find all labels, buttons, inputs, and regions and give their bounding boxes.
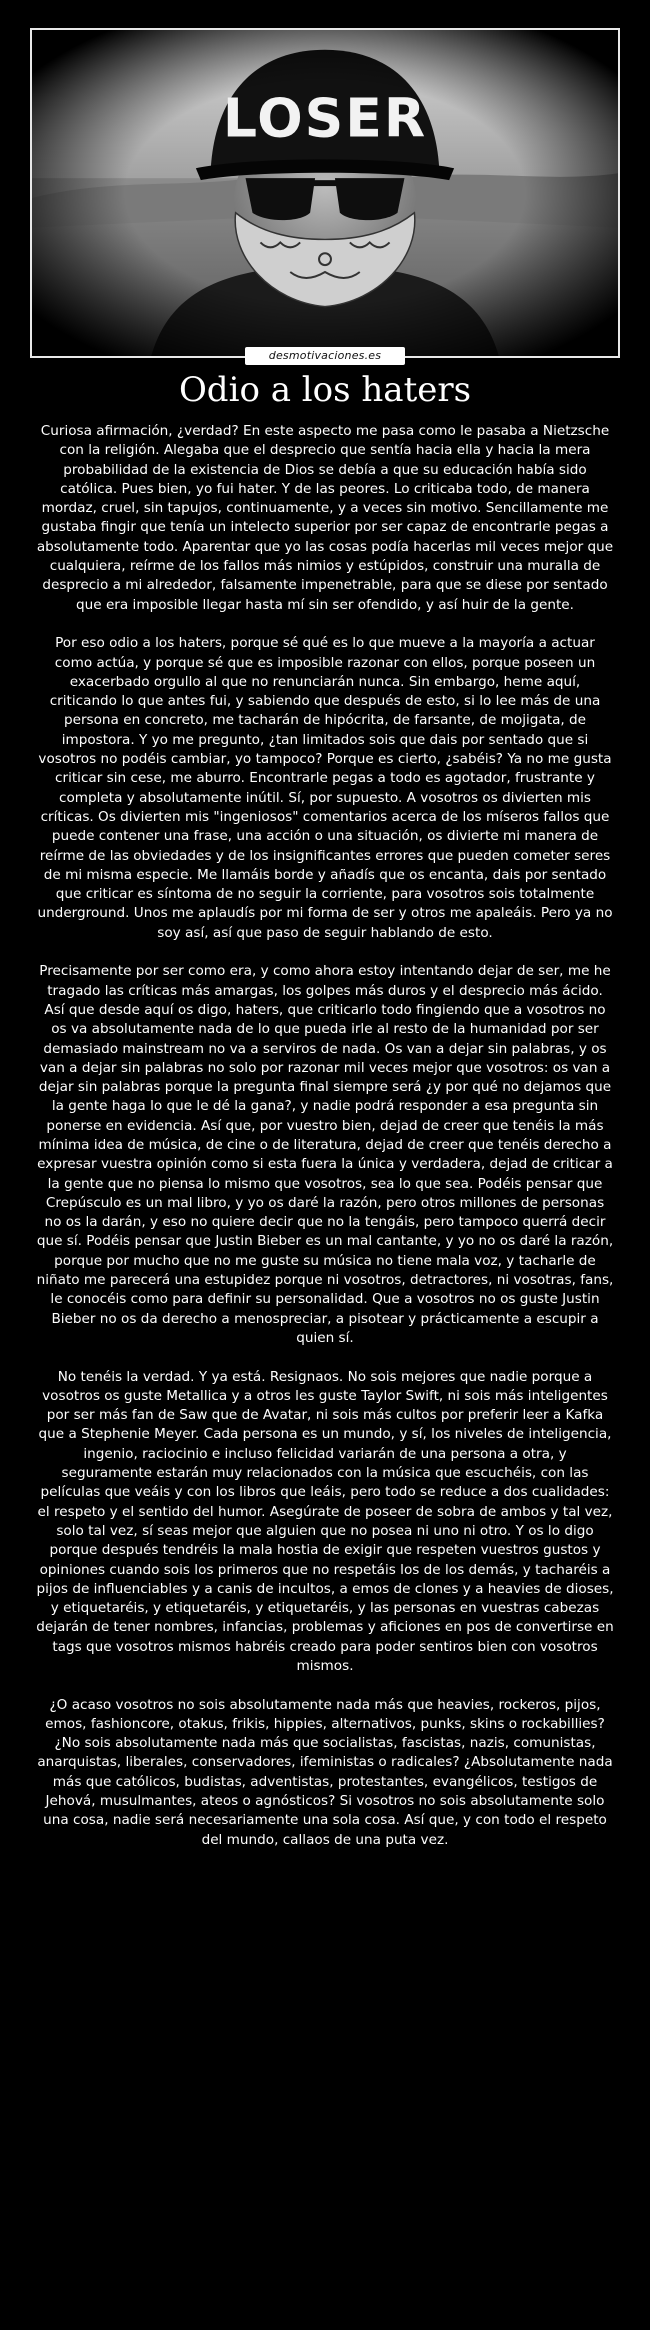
watermark-logo: desmotivaciones.es [245,347,405,365]
body-paragraph: ¿O acaso vosotros no sois absolutamente nada más que heavies, rockeros, pijos, emos, fashioncore, otakus, frikis, hippies, alternativos, punks, skins o rockabillies? ¿No sois absolutamente nada más que socialistas, fascistas, nazis, comunistas, anarquistas, liberales, conservadores, ifeministas o radicales? ¿Absolutamente nada más que católicos, budistas, adventistas, protestantes, evangélicos, testigos de Jehová, musulmantes, ateos o agnósticos? Si vosotros no sois absolutamente solo una cosa, nadie será necesariamente una sola cosa. Así que, y con todo el respeto del mundo, callaos de una puta vez. [37,1696,613,1848]
body-paragraph: Precisamente por ser como era, y como ahora estoy intentando dejar de ser, me he tragado las críticas más amargas, los golpes más duros y el desprecio más ácido. Así que desde aquí os digo, haters, que criticarlo todo fingiendo que a vosotros no os va absolutamente nada de lo que pueda irle al resto de la humanidad por ser demasiado mainstream no va a serviros de nada. Os van a dejar sin palabras, y os van a dejar sin palabras no solo por razonar mil veces mejor que vosotros: os van a dejar sin palabras porque la pregunta final siempre será ¿y por qué no dejamos que la gente haga lo que le dé la gana?, y nadie podrá responder a esa pregunta sin ponerse en evidencia. Así que, por vuestro bien, dejad de creer que tenéis la más mínima idea de música, de cine o de literatura, dejad de creer que tenéis derecho a expresar vuestra opinión como si esta fuera la única y verdadera, dejad de criticar a la gente que no piensa lo mismo que vosotros, sea lo que sea. Podéis pensar que Crepúsculo es un mal libro, y yo os daré la razón, pero otros millones de personas no os la darán, y eso no quiere decir que no la tengáis, pero tampoco querrá decir que sí. Podéis pensar que Justin Bieber es un mal cantante, y yo no os daré la razón, porque por mucho que no me guste su música no tiene mala voz, y tacharle de niñato me parecerá una estupidez porque ni vosotros, detractores, ni vosotras, fans, le conocéis como para definir su personalidad. Que a vosotros no os guste Justin Bieber no os da derecho a menospreciar, a pisotear y prácticamente a escupir a quien sí. [36,963,614,1346]
poster-title: Odio a los haters [178,370,472,410]
body-paragraph: No tenéis la verdad. Y ya está. Resignaos. No sois mejores que nadie porque a vosotros os guste Metallica y a otros les guste Taylor Swift, ni sois más inteligentes por ser más fan de Saw que de Avatar, ni sois más cultos por preferir leer a Kafka que a Stephenie Meyer. Cada persona es un mundo, y sí, los niveles de inteligencia, ingenio, raciocinio e incluso felicidad variarán de una persona a otra, y seguramente estarán muy relacionados con la música que escuchéis, con las películas que veáis y con los libros que leáis, pero todo se reduce a dos cualidades: el respeto y el sentido del humor. Asegúrate de poseer de sobra de ambos y tal vez, solo tal vez, sí seas mejor que alguien que no posea ni uno ni otro. Y os lo digo porque después tendréis la mala hostia de exigir que respeten vuestros gustos y opiniones cuando sois los primeros que no respetáis los de los demás, y tacharéis a pijos de influenciables y a canis de incultos, a emos de clones y a heavies de dioses, y etiquetaréis, y etiquetaréis, y etiquetaréis, y las personas en vuestras cabezas dejarán de tener nombres, infancias, problemas y aficiones en pos de convertirse en tags que vosotros mismos habréis creado para poder sentiros bien con vosotros mismos. [36,1368,614,1674]
body-paragraph: Curiosa afirmación, ¿verdad? En este aspecto me pasa como le pasaba a Nietzsche con la religión. Alegaba que el desprecio que sentía hacia ella y hacia la mera probabilidad de la existencia de Dios se debía a que su educación había sido católica. Pues bien, yo fui hater. Y de las peores. Lo criticaba todo, de manera mordaz, cruel, sin tapujos, continuamente, y a veces sin motivo. Sencillamente me gustaba fingir que tenía un intelecto superior por ser capaz de encontrarle pegas a absolutamente todo. Aparentar que yo las cosas podía hacerlas mil veces mejor que cualquiera, reírme de los fallos más nimios y estúpidos, construir una muralla de desprecio a mi alrededor, falsamente impenetrable, para que se diese por sentado que era imposible llegar hasta mí sin ser ofendido, y así huir de la gente. [36,423,614,613]
poster-body [36,422,614,1850]
photo-fisheye-icon [32,30,618,356]
poster-photo [30,28,620,358]
body-paragraph: Por eso odio a los haters, porque sé qué es lo que mueve a la mayoría a actuar como actúa, y porque sé que es imposible razonar con ellos, porque poseen un exacerbado orgullo al que no renunciarán nunca. Sin embargo, heme aquí, criticando lo que antes fui, y sabiendo que después de esto, si lo lee más de una persona en concreto, me tacharán de hipócrita, de farsante, de mojigata, de impostora. Y yo me pregunto, ¿tan limitados sois que dais por sentado que si vosotros no podéis cambiar, yo tampoco? Porque es cierto, ¿sabéis? Ya no me gusta criticar sin cese, me aburro. Encontrarle pegas a todo es agotador, frustrante y completa y absolutamente inútil. Sí, por supuesto. A vosotros os divierten mis críticas. Os divierten mis "ingeniosos" comentarios acerca de los míseros fallos que puede contener una frase, una acción o una situación, os divierte mi manera de reírme de las obviedades y de los insignificantes errores que pueden cometer seres de mi misma especie. Me llamáis borde y añadís que os encanta, dais por sentado que criticar es síntoma de no seguir la corriente, para vosotros sois totalmente underground. Unos me aplaudís por mi forma de ser y otros me apaleáis. Pero ya no soy así, así que paso de seguir hablando de esto. [37,635,613,941]
